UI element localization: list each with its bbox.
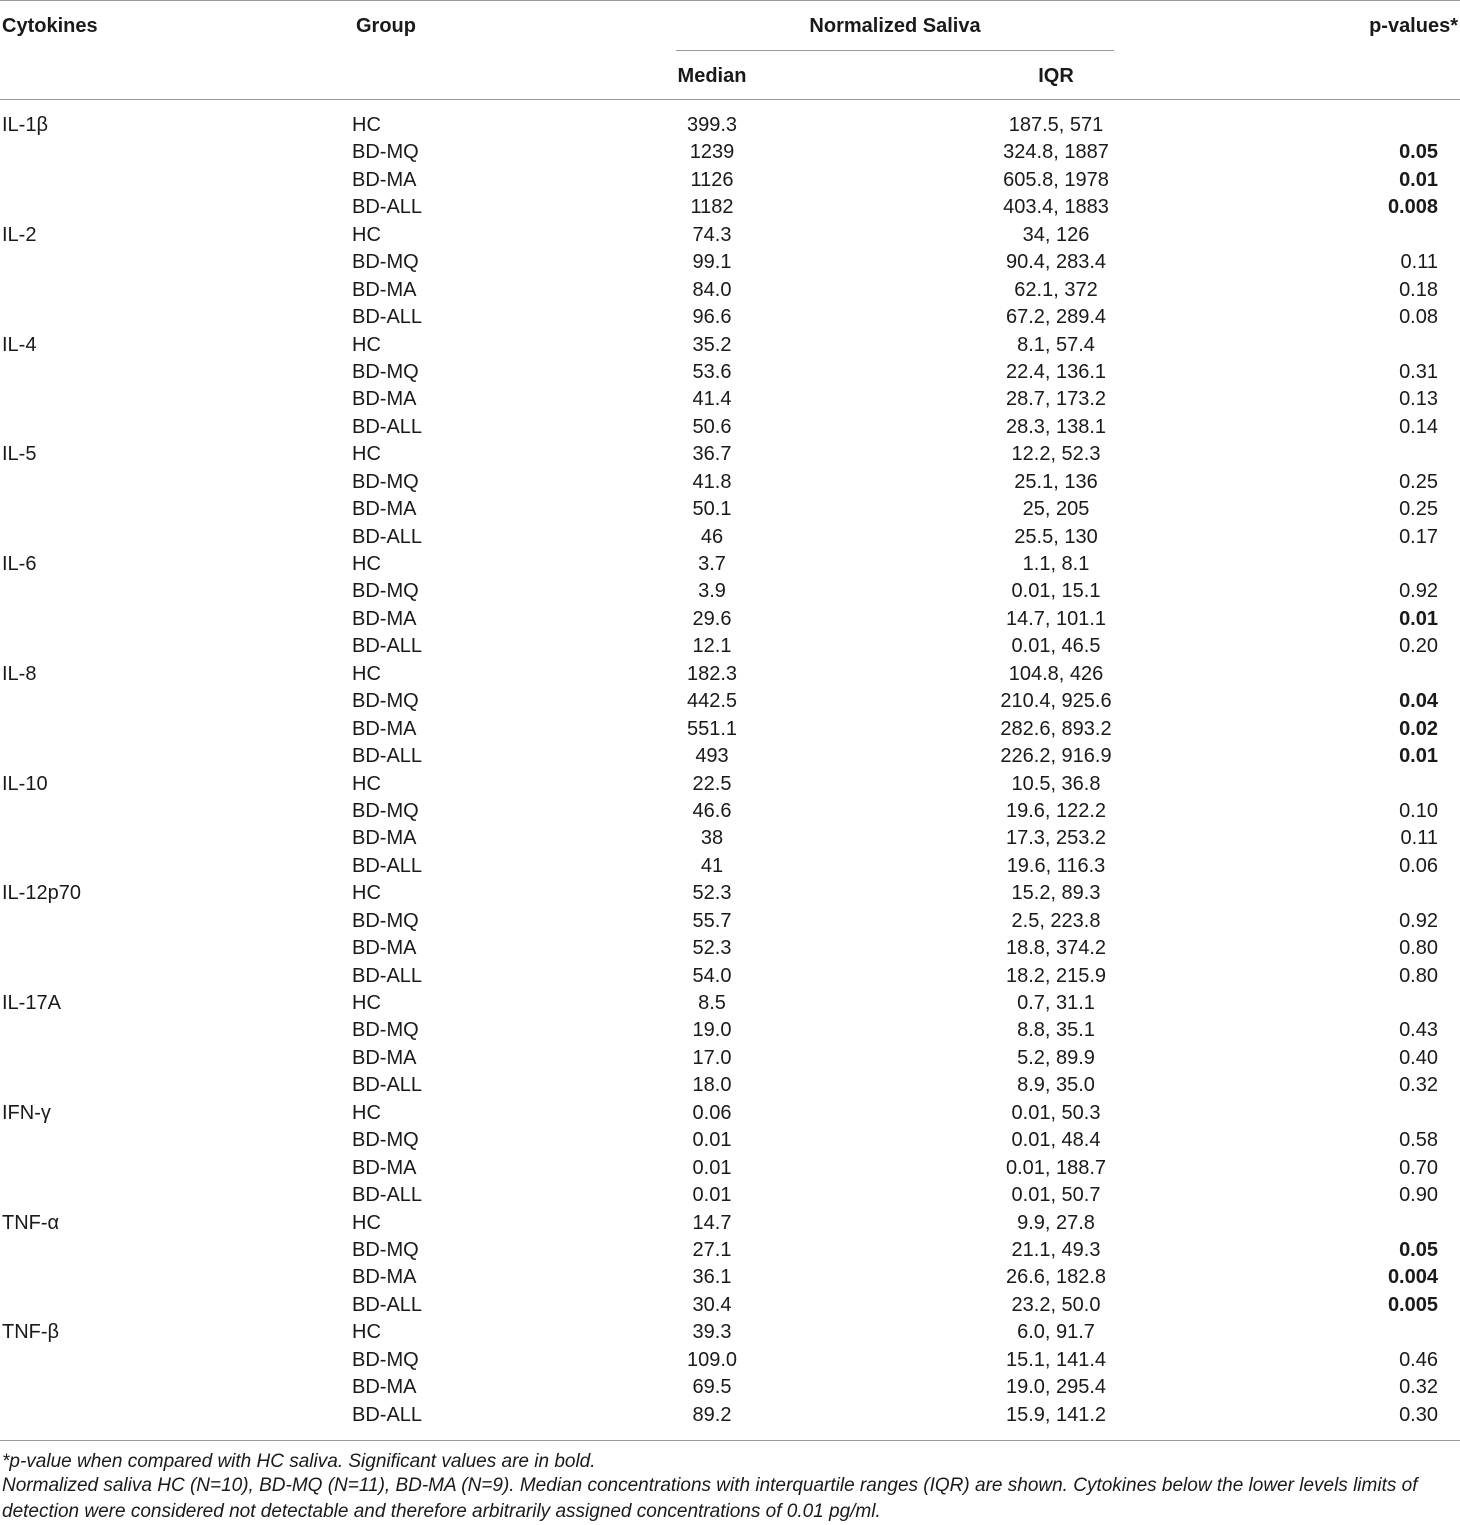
table-row — [0, 496, 1460, 523]
iqr-cell: 8.8, 35.1 — [1017, 1019, 1095, 1042]
median-cell: 46 — [700, 525, 724, 548]
group-cell: BD-MQ — [352, 799, 419, 822]
cytokine-cell: IL-2 — [2, 223, 37, 246]
table-row — [0, 963, 1460, 990]
table-row — [0, 578, 1460, 605]
p-value-cell: 0.58 — [1399, 1129, 1438, 1152]
iqr-cell: 0.01, 46.5 — [1011, 635, 1101, 658]
iqr-cell: 2.5, 223.8 — [1011, 909, 1101, 932]
group-cell: BD-MA — [352, 607, 417, 630]
iqr-cell: 282.6, 893.2 — [1000, 717, 1112, 740]
p-value-cell: 0.02 — [1399, 717, 1438, 740]
median-cell: 38 — [700, 827, 724, 850]
median-cell: 8.5 — [698, 992, 726, 1014]
iqr-cell: 104.8, 426 — [1008, 662, 1104, 685]
median-cell: 27.1 — [692, 1238, 732, 1261]
median-cell: 1239 — [689, 141, 735, 164]
iqr-cell: 28.7, 173.2 — [1005, 388, 1107, 411]
cytokine-cell: IL-1β — [2, 114, 48, 136]
iqr-cell: 15.2, 89.3 — [1011, 882, 1101, 905]
table-row — [0, 661, 1460, 688]
p-value-cell: 0.11 — [1400, 251, 1438, 274]
iqr-cell: 18.2, 215.9 — [1005, 964, 1107, 987]
p-value-cell: 0.80 — [1399, 937, 1438, 960]
iqr-cell: 25, 205 — [1022, 498, 1090, 521]
iqr-cell: 26.6, 182.8 — [1005, 1266, 1107, 1289]
iqr-cell: 0.7, 31.1 — [1017, 992, 1095, 1014]
group-cell: BD-MA — [352, 1046, 417, 1069]
iqr-cell: 324.8, 1887 — [1003, 141, 1109, 164]
cytokine-cell: IL-4 — [2, 333, 37, 356]
group-cell: HC — [352, 772, 381, 795]
table-row — [0, 222, 1460, 249]
iqr-cell: 22.4, 136.1 — [1005, 360, 1107, 383]
cytokine-cell: IL-12p70 — [2, 882, 81, 905]
table-body — [0, 112, 1460, 1429]
p-value-cell: 0.43 — [1399, 1019, 1438, 1042]
top-rule — [0, 0, 1460, 1]
group-cell: BD-MQ — [352, 251, 419, 274]
p-value-cell: 0.13 — [1399, 388, 1438, 411]
footnote-significance: *p-value when compared with HC saliva. Significant values are in bold. — [2, 1451, 596, 1472]
p-value-cell: 0.04 — [1399, 690, 1438, 713]
iqr-cell: 15.1, 141.4 — [1005, 1348, 1107, 1371]
median-cell: 18.0 — [692, 1074, 732, 1097]
median-cell: 96.6 — [692, 306, 732, 329]
table-row — [0, 167, 1460, 194]
iqr-cell: 34, 126 — [1022, 223, 1090, 246]
group-cell: BD-ALL — [352, 745, 423, 768]
median-cell: 14.7 — [692, 1211, 732, 1234]
median-cell: 17.0 — [692, 1046, 732, 1069]
p-value-cell: 0.01 — [1399, 745, 1438, 768]
table-row — [0, 798, 1460, 825]
median-cell: 12.1 — [692, 635, 732, 658]
cytokine-cell: TNF-β — [2, 1321, 60, 1344]
iqr-cell: 0.01, 188.7 — [1005, 1156, 1107, 1179]
table-row — [0, 743, 1460, 770]
iqr-cell: 18.8, 374.2 — [1005, 937, 1107, 960]
iqr-cell: 403.4, 1883 — [1003, 196, 1109, 219]
median-cell: 493 — [695, 745, 729, 768]
p-value-cell: 0.25 — [1399, 498, 1438, 521]
median-cell: 182.3 — [686, 662, 738, 685]
group-cell: BD-ALL — [352, 196, 423, 219]
group-cell: BD-ALL — [352, 1074, 423, 1097]
iqr-cell: 90.4, 283.4 — [1005, 251, 1107, 274]
p-value-cell: 0.01 — [1399, 607, 1438, 630]
iqr-cell: 8.9, 35.0 — [1017, 1074, 1095, 1097]
p-value-cell: 0.92 — [1399, 909, 1438, 932]
group-cell: BD-MA — [352, 168, 417, 191]
median-cell: 54.0 — [692, 964, 732, 987]
group-cell: BD-ALL — [352, 1403, 423, 1426]
iqr-cell: 0.01, 50.7 — [1011, 1184, 1101, 1207]
header-cytokines: Cytokines — [2, 15, 98, 37]
table-row — [0, 304, 1460, 331]
group-cell: HC — [352, 662, 381, 685]
p-value-cell: 0.14 — [1399, 415, 1438, 438]
iqr-cell: 25.5, 130 — [1014, 525, 1098, 548]
group-cell: BD-MA — [352, 937, 417, 960]
median-cell: 89.2 — [692, 1403, 732, 1426]
group-cell: HC — [352, 223, 381, 246]
median-cell: 19.0 — [692, 1019, 732, 1042]
header-group: Group — [356, 15, 416, 37]
table-row — [0, 551, 1460, 578]
table-row — [0, 716, 1460, 743]
iqr-cell: 19.6, 122.2 — [1005, 799, 1107, 822]
iqr-cell: 0.01, 15.1 — [1011, 580, 1101, 603]
table-row — [0, 825, 1460, 852]
table-row — [0, 935, 1460, 962]
table-row — [0, 469, 1460, 496]
group-cell: BD-MQ — [352, 1019, 419, 1042]
table-row — [0, 1402, 1460, 1429]
iqr-cell: 23.2, 50.0 — [1011, 1293, 1101, 1316]
p-value-cell: 0.31 — [1399, 360, 1438, 383]
footnote-description: Normalized saliva HC (N=10), BD-MQ (N=11), BD-MA (N=9). Median concentrations with interquartile ranges (IQR) are shown. Cytokines below the lower levels limits of detection were considered not detectable and therefore arbitrarily assigned concentrations of 0.01 pg/ml. — [2, 1475, 1418, 1522]
iqr-cell: 226.2, 916.9 — [1000, 745, 1112, 768]
group-cell: BD-MA — [352, 1376, 417, 1399]
group-cell: HC — [352, 333, 381, 356]
cytokine-cell: IFN-γ — [2, 1101, 51, 1124]
cytokine-cell: TNF-α — [2, 1211, 60, 1234]
median-cell: 551.1 — [686, 717, 738, 740]
header-iqr: IQR — [1038, 65, 1074, 87]
table-row — [0, 194, 1460, 221]
iqr-cell: 605.8, 1978 — [1003, 168, 1109, 191]
group-cell: BD-ALL — [352, 964, 423, 987]
group-cell: BD-MA — [352, 278, 417, 301]
median-cell: 1126 — [690, 168, 734, 191]
group-cell: BD-MA — [352, 717, 417, 740]
iqr-cell: 187.5, 571 — [1008, 114, 1104, 136]
table-row — [0, 1210, 1460, 1237]
p-value-cell: 0.18 — [1399, 278, 1438, 301]
iqr-cell: 67.2, 289.4 — [1005, 306, 1107, 329]
iqr-cell: 8.1, 57.4 — [1017, 333, 1095, 356]
group-cell: BD-ALL — [352, 1293, 423, 1316]
table-row — [0, 606, 1460, 633]
p-value-cell: 0.90 — [1399, 1184, 1438, 1207]
median-cell: 99.1 — [692, 251, 732, 274]
median-cell: 36.7 — [692, 443, 732, 466]
median-cell: 442.5 — [686, 690, 738, 713]
group-cell: HC — [352, 114, 381, 136]
normalized-saliva-rule — [676, 50, 1114, 51]
group-cell: BD-MQ — [352, 690, 419, 713]
median-cell: 36.1 — [692, 1266, 732, 1289]
median-cell: 35.2 — [692, 333, 732, 356]
iqr-cell: 0.01, 50.3 — [1011, 1101, 1101, 1124]
p-value-cell: 0.30 — [1399, 1403, 1438, 1426]
median-cell: 22.5 — [692, 772, 732, 795]
table-row — [0, 386, 1460, 413]
median-cell: 52.3 — [692, 937, 732, 960]
median-cell: 69.5 — [692, 1376, 732, 1399]
iqr-cell: 10.5, 36.8 — [1011, 772, 1101, 795]
iqr-cell: 19.6, 116.3 — [1006, 854, 1106, 877]
table-row — [0, 1127, 1460, 1154]
table-row — [0, 524, 1460, 551]
group-cell: HC — [352, 1101, 381, 1124]
median-cell: 46.6 — [692, 799, 732, 822]
p-value-cell: 0.05 — [1399, 1238, 1438, 1261]
p-value-cell: 0.08 — [1399, 306, 1438, 329]
table-row — [0, 1045, 1460, 1072]
median-cell: 74.3 — [692, 223, 732, 246]
iqr-cell: 25.1, 136 — [1014, 470, 1098, 493]
iqr-cell: 19.0, 295.4 — [1005, 1376, 1107, 1399]
table-row — [0, 1347, 1460, 1374]
group-cell: BD-MA — [352, 388, 417, 411]
table-row — [0, 441, 1460, 468]
group-cell: BD-MQ — [352, 360, 419, 383]
table-row — [0, 688, 1460, 715]
p-value-cell: 0.06 — [1399, 854, 1438, 877]
table-row — [0, 1072, 1460, 1099]
p-value-cell: 0.05 — [1399, 141, 1438, 164]
table-row — [0, 771, 1460, 798]
p-value-cell: 0.005 — [1387, 1293, 1438, 1316]
header-bottom-rule — [0, 99, 1460, 100]
iqr-cell: 62.1, 372 — [1014, 278, 1098, 301]
median-cell: 29.6 — [692, 607, 732, 630]
group-cell: BD-MQ — [352, 1238, 419, 1261]
group-cell: HC — [352, 992, 381, 1014]
group-cell: BD-MQ — [352, 1129, 419, 1152]
group-cell: BD-ALL — [352, 1184, 423, 1207]
median-cell: 39.3 — [692, 1321, 732, 1344]
table-row — [0, 1155, 1460, 1182]
p-value-cell: 0.11 — [1400, 827, 1438, 850]
table-row — [0, 139, 1460, 166]
group-cell: BD-MQ — [352, 470, 419, 493]
group-cell: BD-MQ — [352, 141, 419, 164]
median-cell: 50.6 — [692, 415, 732, 438]
table-row — [0, 1100, 1460, 1127]
table-row — [0, 249, 1460, 276]
p-value-cell: 0.25 — [1399, 470, 1438, 493]
table-row — [0, 112, 1460, 139]
table-row — [0, 332, 1460, 359]
group-cell: BD-MA — [352, 1156, 417, 1179]
p-value-cell: 0.32 — [1399, 1376, 1438, 1399]
iqr-cell: 28.3, 138.1 — [1005, 415, 1107, 438]
group-cell: HC — [352, 553, 381, 575]
median-cell: 3.9 — [698, 580, 726, 603]
group-cell: BD-ALL — [352, 415, 423, 438]
median-cell: 41.4 — [692, 388, 732, 411]
median-cell: 3.7 — [698, 553, 726, 575]
group-cell: HC — [352, 443, 381, 466]
table-row — [0, 1017, 1460, 1044]
iqr-cell: 17.3, 253.2 — [1005, 827, 1107, 850]
group-cell: BD-MQ — [352, 1348, 419, 1371]
table-row — [0, 853, 1460, 880]
group-cell: BD-MQ — [352, 909, 419, 932]
table-row — [0, 1319, 1460, 1346]
group-cell: HC — [352, 882, 381, 905]
iqr-cell: 0.01, 48.4 — [1011, 1129, 1101, 1152]
p-value-cell: 0.46 — [1399, 1348, 1438, 1371]
iqr-cell: 14.7, 101.1 — [1005, 607, 1107, 630]
median-cell: 0.06 — [692, 1101, 732, 1124]
iqr-cell: 21.1, 49.3 — [1011, 1238, 1101, 1261]
p-value-cell: 0.40 — [1399, 1046, 1438, 1069]
median-cell: 399.3 — [686, 114, 738, 136]
table-bottom-rule — [0, 1440, 1460, 1441]
group-cell: BD-ALL — [352, 854, 423, 877]
table-row — [0, 359, 1460, 386]
p-value-cell: 0.004 — [1387, 1266, 1438, 1289]
table-row — [0, 1292, 1460, 1319]
cytokine-cell: IL-8 — [2, 662, 37, 685]
median-cell: 53.6 — [692, 360, 732, 383]
table-row — [0, 880, 1460, 907]
iqr-cell: 5.2, 89.9 — [1017, 1046, 1095, 1069]
table-row — [0, 1237, 1460, 1264]
group-cell: HC — [352, 1321, 381, 1344]
p-value-cell: 0.01 — [1399, 168, 1438, 191]
median-cell: 0.01 — [692, 1129, 732, 1152]
median-cell: 109.0 — [686, 1348, 738, 1371]
iqr-cell: 210.4, 925.6 — [1000, 690, 1112, 713]
table-row — [0, 414, 1460, 441]
iqr-cell: 12.2, 52.3 — [1011, 443, 1101, 466]
group-cell: HC — [352, 1211, 381, 1234]
group-cell: BD-ALL — [352, 525, 423, 548]
median-cell: 0.01 — [692, 1184, 732, 1207]
header-median: Median — [677, 65, 747, 87]
group-cell: BD-MA — [352, 1266, 417, 1289]
iqr-cell: 1.1, 8.1 — [1022, 553, 1090, 575]
table-row — [0, 1264, 1460, 1291]
median-cell: 1182 — [690, 196, 734, 219]
p-value-cell: 0.70 — [1399, 1156, 1438, 1179]
median-cell: 50.1 — [692, 498, 732, 521]
cytokine-cell: IL-10 — [2, 772, 48, 795]
iqr-cell: 6.0, 91.7 — [1017, 1321, 1095, 1344]
group-cell: BD-ALL — [352, 635, 423, 658]
median-cell: 30.4 — [692, 1293, 732, 1316]
median-cell: 52.3 — [692, 882, 732, 905]
median-cell: 55.7 — [692, 909, 732, 932]
group-cell: BD-MQ — [352, 580, 419, 603]
header-normalized-saliva: Normalized Saliva — [809, 15, 981, 37]
group-cell: BD-ALL — [352, 306, 423, 329]
p-value-cell: 0.10 — [1399, 799, 1438, 822]
table-row — [0, 277, 1460, 304]
median-cell: 41 — [700, 854, 724, 877]
iqr-cell: 9.9, 27.8 — [1017, 1211, 1095, 1234]
cytokine-cell: IL-17A — [2, 992, 61, 1014]
group-cell: BD-MA — [352, 498, 417, 521]
p-value-cell: 0.32 — [1399, 1074, 1438, 1097]
cytokine-cell: IL-5 — [2, 443, 37, 466]
p-value-cell: 0.20 — [1399, 635, 1438, 658]
cytokine-cell: IL-6 — [2, 553, 37, 575]
table-row — [0, 1374, 1460, 1401]
group-cell: BD-MA — [352, 827, 417, 850]
p-value-cell: 0.008 — [1387, 196, 1438, 219]
table-row — [0, 633, 1460, 660]
p-value-cell: 0.17 — [1399, 525, 1438, 548]
median-cell: 41.8 — [692, 470, 732, 493]
header-p-values: p-values* — [1369, 15, 1458, 37]
median-cell: 0.01 — [692, 1156, 732, 1179]
p-value-cell: 0.92 — [1399, 580, 1438, 603]
table-row — [0, 1182, 1460, 1209]
table-row — [0, 990, 1460, 1017]
table-row — [0, 908, 1460, 935]
iqr-cell: 15.9, 141.2 — [1005, 1403, 1107, 1426]
p-value-cell: 0.80 — [1399, 964, 1438, 987]
median-cell: 84.0 — [692, 278, 732, 301]
